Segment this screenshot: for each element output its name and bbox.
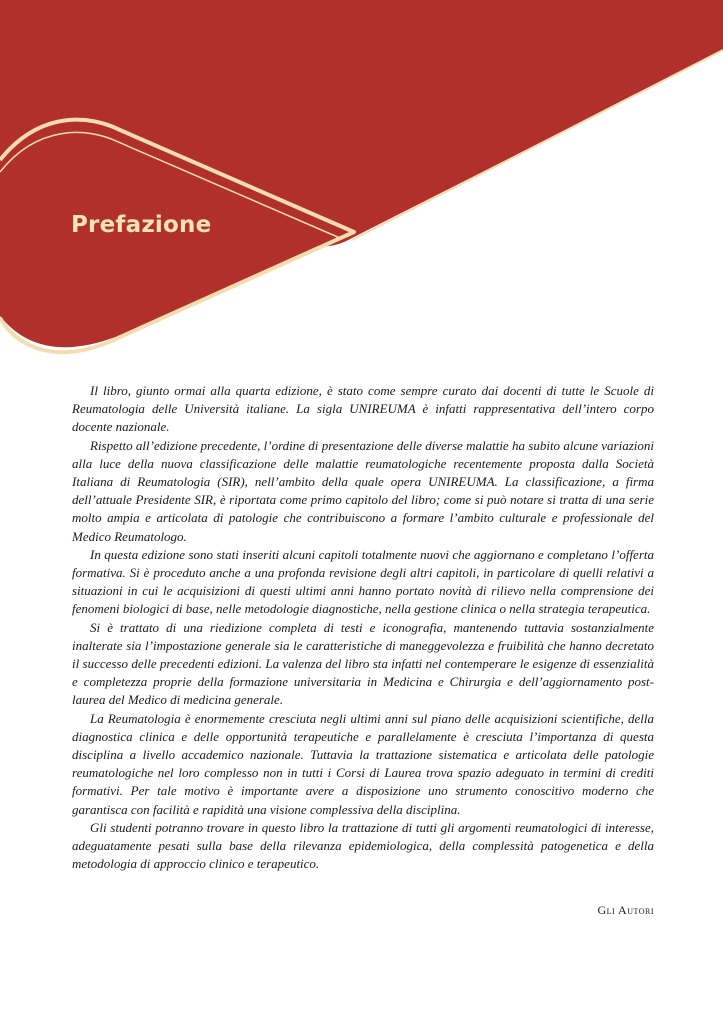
banner-red-shape [0,0,723,347]
preface-paragraph: La Reumatologia è enormemente cresciuta negli ultimi anni sul piano delle acquisizioni scientifiche, della diagnostica clinica e delle opportunità terapeutiche e parallelamente è cresciuta l’importanza di questa disciplina a livello accademico nazionale. Tuttavia la trattazione sistematica e articolata delle patologie reumatologiche nel loro complesso non in tutti i Corsi di Laurea trova spazio adeguato in termini di crediti formativi. Per tale motivo è importante avere a disposizione uno strumento conoscitivo moderno che garantisca con facilità e rapidità una visione complessiva della disciplina. [72,710,654,817]
preface-paragraph: Gli studenti potranno trovare in questo libro la trattazione di tutti gli argomenti reumatologici di interesse, adeguatamente pesati sulla base della rilevanza epidemiologica, della complessità patogenetica e della metodologia di approccio clinico e terapeutico. [72,819,654,872]
preface-paragraph: In questa edizione sono stati inseriti alcuni capitoli totalmente nuovi che aggiornano e completano l’offerta formativa. Si è proceduto anche a una profonda revisione degli altri capitoli, in particolare di quelli relativi a situazioni in cui le acquisizioni di questi ultimi anni hanno portato novità di rilievo nella comprensione dei fenomeni biologici di base, nelle metodologie diagnostiche, nella gestione clinica o nella strategia terapeutica. [72,546,654,617]
preface-paragraph: Si è trattato di una riedizione completa di testi e iconografia, mantenendo tuttavia sostanzialmente inalterate sia l’impostazione generale sia le caratteristiche di maneggevolezza e fruibilità che hanno decretato il successo delle precedenti edizioni. La valenza del libro sta infatti nel contemperare le esigenze di essenzialità e completezza proprie della formazione universitaria in Medicina e Chirurgia e dell’aggiornamento post-laurea del Medico di medicina generale. [72,619,654,708]
authors-signature: Gli Autori [597,903,654,917]
preface-paragraph: Il libro, giunto ormai alla quarta edizione, è stato come sempre curato dai docenti di tutte le Scuole di Reumatologia delle Università italiane. La sigla UNIREUMA è infatti rappresentativa dell’intero corpo docente nazionale. [72,383,654,435]
preface-body [72,382,654,873]
header-banner [0,0,723,380]
chapter-title: Prefazione [71,212,212,238]
preface-paragraph: Rispetto all’edizione precedente, l’ordine di presentazione delle diverse malattie ha subito alcune variazioni alla luce della nuova classificazione delle malattie reumatologiche recentemente proposta dalla Società Italiana di Reumatologia (SIR), nell’ambito della quale opera UNIREUMA. La classificazione, a firma dell’attuale Presidente SIR, è riportata come primo capitolo del libro; come si può notare si tratta di una serie molto ampia e articolata di patologie che contribuiscono a formare l’ambito culturale e professionale del Medico Reumatologo. [72,437,654,544]
